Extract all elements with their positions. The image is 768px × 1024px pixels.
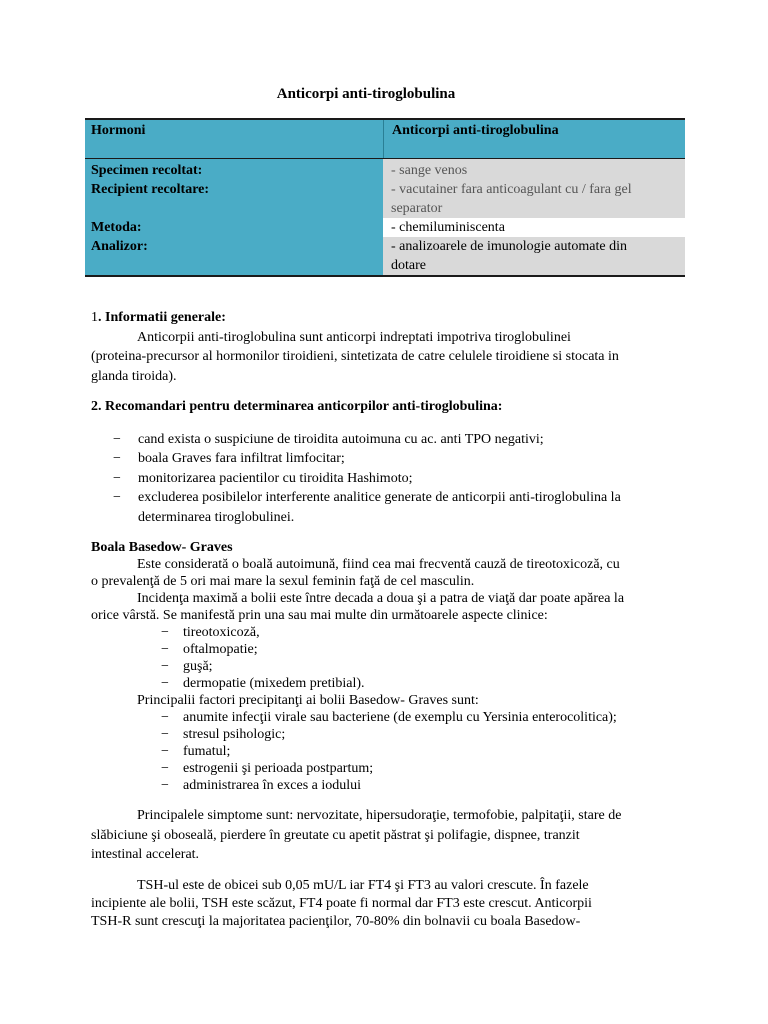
recipient-value-line2: separator: [391, 201, 443, 216]
section1-heading-text: . Informatii generale:: [98, 310, 226, 325]
table-row-specimen: [85, 159, 685, 180]
bullet-dash: −: [161, 625, 169, 640]
list-item-text: monitorizarea pacientilor cu tiroidita Hashimoto;: [138, 470, 413, 486]
specimen-label: Specimen recoltat:: [85, 159, 383, 180]
table-row-metoda: [85, 218, 685, 237]
table-row-analizor: [85, 237, 685, 275]
list-item: [91, 743, 691, 760]
list-item: [91, 726, 691, 743]
list-item-text: determinarea tiroglobulinei.: [138, 509, 295, 525]
list-item-text: estrogenii şi perioada postpartum;: [183, 761, 374, 776]
info-table: [85, 118, 685, 277]
recipient-value: [383, 180, 685, 218]
header-hormoni: Hormoni: [85, 120, 383, 158]
graves-line2: o prevalenţă de 5 ori mai mare la sexul feminin faţă de cel masculin.: [91, 574, 475, 589]
bullet-dash: −: [161, 761, 169, 776]
list-item: [91, 675, 691, 692]
bullet-dash: −: [161, 642, 169, 657]
tsh-line1: TSH-ul este de obicei sub 0,05 mU/L iar FT4 şi FT3 au valori crescute. În fazele: [137, 878, 589, 893]
list-item-continuation: [91, 508, 691, 528]
list-item-text: anumite infecţii virale sau bacteriene (de exemplu cu Yersinia enterocolitica);: [183, 710, 617, 725]
factors-intro: Principalii factori precipitanţi ai bolii Basedow- Graves sunt:: [137, 693, 479, 708]
list-item-text: administrarea în exces a iodului: [183, 778, 362, 793]
graves-heading: Boala Basedow- Graves: [91, 540, 233, 555]
specimen-value: - sange venos: [383, 159, 685, 180]
section2-heading: 2. Recomandari pentru determinarea anticorpilor anti-tiroglobulina:: [91, 399, 503, 414]
graves-line3: Incidenţa maximă a bolii este între decada a doua şi a patra de viaţă dar poate apărea la: [137, 591, 625, 606]
list-item: [91, 469, 691, 489]
table-row-recipient: [85, 180, 685, 218]
symptoms-line3: intestinal accelerat.: [91, 847, 200, 862]
list-item: [91, 777, 691, 794]
section-tsh: [91, 877, 691, 931]
list-item: [91, 658, 691, 675]
bullet-dash: −: [161, 676, 169, 691]
list-item-text: fumatul;: [183, 744, 231, 759]
section1-line3: glanda tiroida).: [91, 368, 177, 384]
bullet-dash: −: [161, 659, 169, 674]
list-item-text: tireotoxicoză,: [183, 625, 260, 640]
list-item: [91, 449, 691, 469]
list-item: [91, 430, 691, 450]
list-item-text: dermopatie (mixedem pretibial).: [183, 676, 365, 691]
section1-number: 1: [91, 310, 98, 325]
list-item: [91, 624, 691, 641]
bullet-dash: −: [113, 490, 121, 505]
recipient-label: Recipient recoltare:: [85, 180, 383, 218]
bullet-dash: −: [113, 470, 121, 486]
analizor-value-line1: - analizoarele de imunologie automate din: [391, 239, 627, 254]
metoda-label: Metoda:: [85, 218, 383, 237]
analizor-label: Analizor:: [85, 237, 383, 275]
clinical-aspects-list: [91, 624, 691, 692]
section1-line2: (proteina-precursor al hormonilor tiroidieni, sintetizata de catre celulele tiroidiene si stocata in: [91, 349, 619, 364]
section-general-info: [91, 308, 691, 386]
page-title: Anticorpi anti-tiroglobulina: [276, 86, 456, 102]
section-graves: [91, 539, 691, 794]
tsh-line2: incipiente ale bolii, TSH este scăzut, FT4 poate fi normal dar FT3 este crescut. Anticorpii: [91, 896, 592, 911]
table-header-row: [85, 120, 685, 158]
bullet-dash: −: [113, 431, 121, 447]
list-item: [91, 641, 691, 658]
list-item: [91, 760, 691, 777]
graves-line1: Este considerată o boală autoimună, fiind cea mai frecventă cauză de tireotoxicoză, cu: [137, 557, 620, 572]
section-recommendations: [91, 397, 691, 527]
graves-line4: orice vârstă. Se manifestă prin una sau mai multe din următoarele aspecte clinice:: [91, 608, 548, 623]
bullet-dash: −: [161, 778, 169, 793]
list-item: [91, 488, 691, 508]
factors-list: [91, 709, 691, 794]
list-item-text: boala Graves fara infiltrat limfocitar;: [138, 451, 345, 466]
analizor-value: [383, 237, 685, 275]
bullet-dash: −: [161, 727, 169, 742]
section1-line1: Anticorpii anti-tiroglobulina sunt anticorpi indreptati impotriva tiroglobulinei: [137, 329, 571, 345]
list-item-text: excluderea posibilelor interferente analitice generate de anticorpii anti-tiroglobulina la: [138, 490, 621, 505]
recipient-value-line1: - vacutainer fara anticoagulant cu / fara gel: [391, 182, 632, 197]
header-anticorpi: Anticorpi anti-tiroglobulina: [383, 120, 685, 158]
symptoms-line2: slăbiciune şi oboseală, pierdere în greutate cu apetit păstrat şi polifagie, dispnee, tranzit: [91, 827, 580, 843]
list-item-text: guşă;: [183, 659, 213, 674]
recommendations-list: [91, 430, 691, 528]
list-item-text: oftalmopatie;: [183, 642, 258, 657]
bullet-dash: −: [161, 710, 169, 725]
list-item-text: stresul psihologic;: [183, 727, 286, 742]
analizor-value-line2: dotare: [391, 258, 426, 273]
list-item: [91, 709, 691, 726]
section-symptoms: [91, 806, 691, 865]
tsh-line3: TSH-R sunt crescuţi la majoritatea pacienţilor, 70-80% din bolnavii cu boala Basedow-: [91, 914, 581, 929]
section1-heading: [91, 308, 691, 328]
list-item-text: cand exista o suspiciune de tiroidita autoimuna cu ac. anti TPO negativi;: [138, 431, 544, 447]
bullet-dash: −: [113, 451, 121, 466]
metoda-value: - chemiluminiscenta: [383, 218, 685, 237]
bullet-dash: −: [161, 744, 169, 759]
symptoms-line1: Principalele simptome sunt: nervozitate, hipersudoraţie, termofobie, palpitaţii, stare de: [137, 808, 622, 823]
